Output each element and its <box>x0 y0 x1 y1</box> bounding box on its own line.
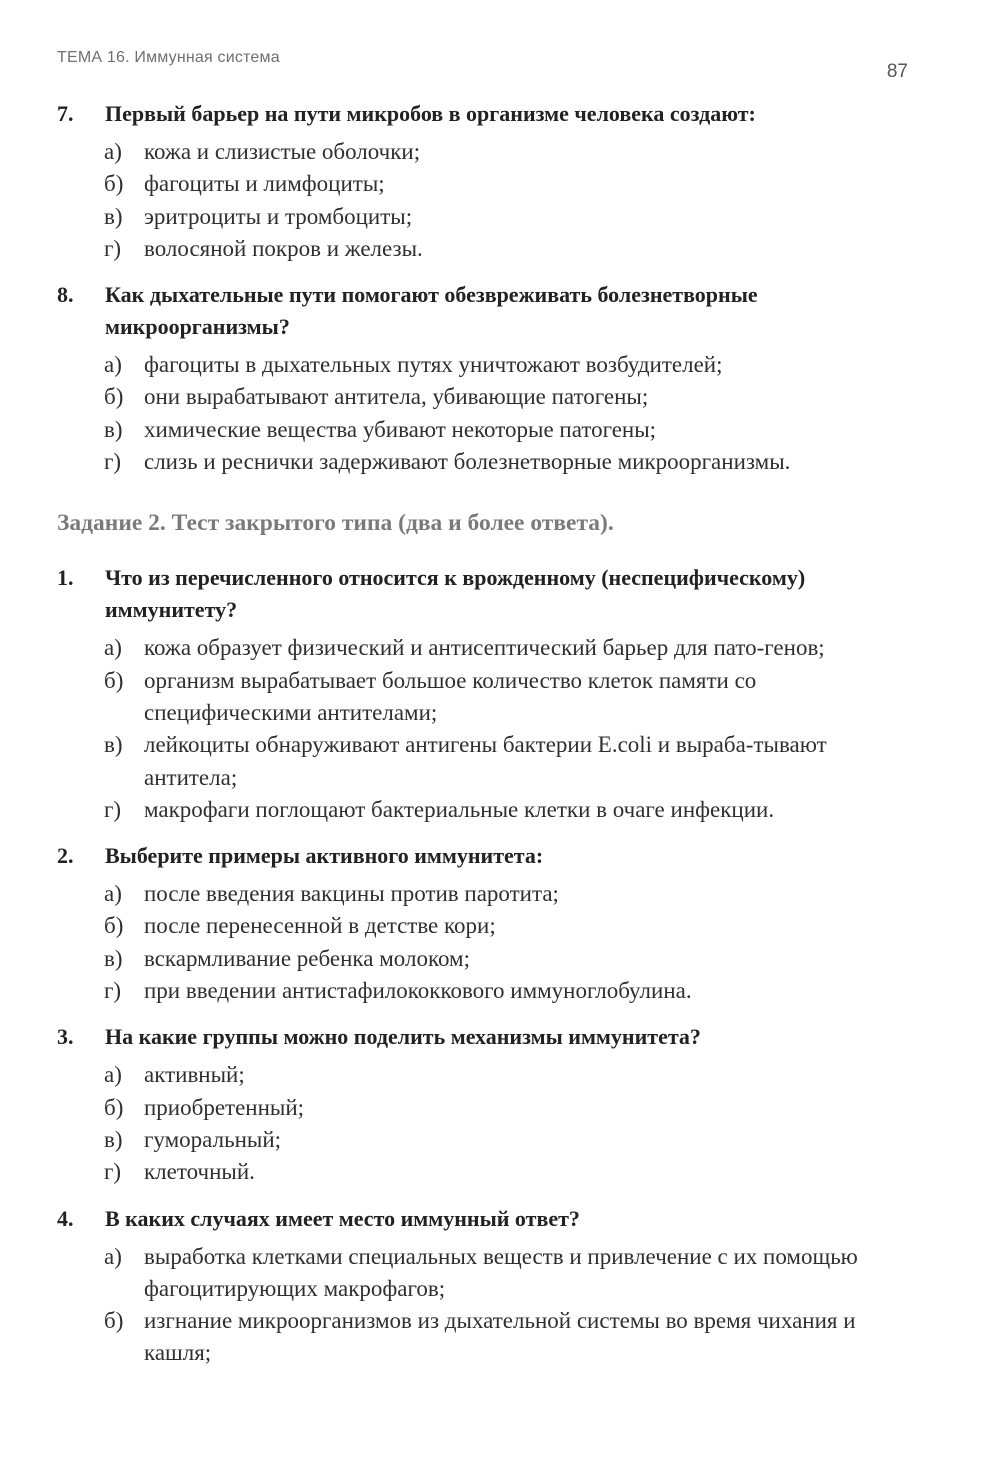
option <box>104 381 917 413</box>
option-text: приобретенный; <box>144 1094 305 1120</box>
option-letter: а) <box>104 1062 122 1088</box>
option-text: фагоциты в дыхательных путях уничтожают возбудителей; <box>144 352 723 378</box>
question-number: 7. <box>57 101 74 126</box>
option <box>104 233 917 265</box>
option-letter: в) <box>104 1126 123 1152</box>
option-letter: б) <box>104 1094 124 1120</box>
option-text: волосяной покров и железы. <box>144 235 423 261</box>
option <box>104 1241 917 1306</box>
question-text: Как дыхательные пути помогают обезвреживать болезнетворные микроорганизмы? <box>105 282 758 340</box>
question-8 <box>57 279 917 343</box>
question-3 <box>57 1021 917 1053</box>
option <box>104 910 917 942</box>
page-content <box>57 98 917 1370</box>
option-letter: а) <box>104 139 122 164</box>
option-letter: г) <box>104 235 122 261</box>
option-text: вскармливание ребенка молоком; <box>144 945 470 971</box>
question-text: На какие группы можно поделить механизмы иммунитета? <box>105 1024 701 1050</box>
option <box>104 1092 917 1124</box>
option-letter: в) <box>104 416 123 442</box>
question-7 <box>57 98 917 130</box>
option <box>104 1124 917 1156</box>
option <box>104 794 917 826</box>
option <box>104 201 917 233</box>
option-text: эритроциты и тромбоциты; <box>144 203 413 229</box>
option-text: изгнание микроорганизмов из дыхательной системы во время чихания и кашля; <box>144 1308 856 1366</box>
question-4 <box>57 1203 917 1235</box>
question-1 <box>57 562 917 626</box>
option <box>104 665 917 730</box>
option <box>104 136 917 168</box>
option-text: химические вещества убивают некоторые патогены; <box>144 416 657 442</box>
option-letter: б) <box>104 171 124 197</box>
options-list <box>104 1241 917 1370</box>
option-letter: б) <box>104 667 124 693</box>
option-letter: б) <box>104 1308 124 1334</box>
option-letter: г) <box>104 449 122 475</box>
option-text: организм вырабатывает большое количество клеток памяти со специфическими антителами; <box>144 667 757 725</box>
option-letter: а) <box>104 881 122 907</box>
option-text: они вырабатывают антитела, убивающие патогены; <box>144 384 649 410</box>
options-list <box>104 136 917 265</box>
option-letter: в) <box>104 203 123 229</box>
option <box>104 1059 917 1091</box>
option-text: после введения вакцины против паротита; <box>144 881 559 907</box>
option <box>104 446 917 478</box>
question-number: 3. <box>57 1024 74 1050</box>
option <box>104 878 917 910</box>
question-number: 8. <box>57 282 74 308</box>
option <box>104 943 917 975</box>
question-text: Выберите примеры активного иммунитета: <box>105 843 544 869</box>
option-text: макрофаги поглощают бактериальные клетки в очаге инфекции. <box>144 796 775 822</box>
question-text: Первый барьер на пути микробов в организме человека создают: <box>105 101 756 126</box>
option <box>104 1305 917 1370</box>
options-list <box>104 878 917 1007</box>
option-text: после перенесенной в детстве кори; <box>144 913 496 939</box>
option <box>104 1156 917 1188</box>
option <box>104 632 917 664</box>
option <box>104 414 917 446</box>
option-letter: в) <box>104 945 123 971</box>
option-text: слизь и реснички задерживают болезнетворные микроорганизмы. <box>144 449 791 475</box>
option-text: активный; <box>144 1062 245 1088</box>
option <box>104 168 917 200</box>
option <box>104 975 917 1007</box>
options-list <box>104 632 917 826</box>
option-letter: б) <box>104 384 124 410</box>
option-letter: г) <box>104 978 122 1004</box>
option <box>104 349 917 381</box>
option-text: клеточный. <box>144 1159 255 1185</box>
option-letter: г) <box>104 796 122 822</box>
question-number: 2. <box>57 843 74 869</box>
option-letter: а) <box>104 635 122 661</box>
option <box>104 729 917 794</box>
question-number: 1. <box>57 565 74 591</box>
option-text: фагоциты и лимфоциты; <box>144 171 385 197</box>
option-text: лейкоциты обнаруживают антигены бактерии E.coli и выраба-тывают антитела; <box>144 732 827 790</box>
option-letter: а) <box>104 352 122 378</box>
page-number: 87 <box>886 61 908 82</box>
option-text: гуморальный; <box>144 1126 282 1152</box>
option-text: кожа и слизистые оболочки; <box>144 139 421 164</box>
option-letter: а) <box>104 1243 122 1269</box>
options-list <box>104 1059 917 1188</box>
question-2 <box>57 840 917 872</box>
options-list <box>104 349 917 478</box>
question-text: Что из перечисленного относится к врожденному (неспецифическому) иммунитету? <box>105 565 806 623</box>
option-text: при введении антистафилококкового иммуноглобулина. <box>144 978 692 1004</box>
option-text: кожа образует физический и антисептический барьер для пато-генов; <box>144 635 825 661</box>
option-letter: в) <box>104 732 123 758</box>
option-text: выработка клетками специальных веществ и привлечение с их помощью фагоцитирующих макрофагов; <box>144 1243 858 1301</box>
question-text: В каких случаях имеет место иммунный ответ? <box>105 1205 580 1231</box>
option-letter: б) <box>104 913 124 939</box>
task-heading: Задание 2. Тест закрытого типа (два и более ответа). <box>57 510 614 537</box>
running-head: ТЕМА 16. Иммунная система <box>57 49 280 66</box>
option-letter: г) <box>104 1159 122 1185</box>
question-number: 4. <box>57 1205 74 1231</box>
